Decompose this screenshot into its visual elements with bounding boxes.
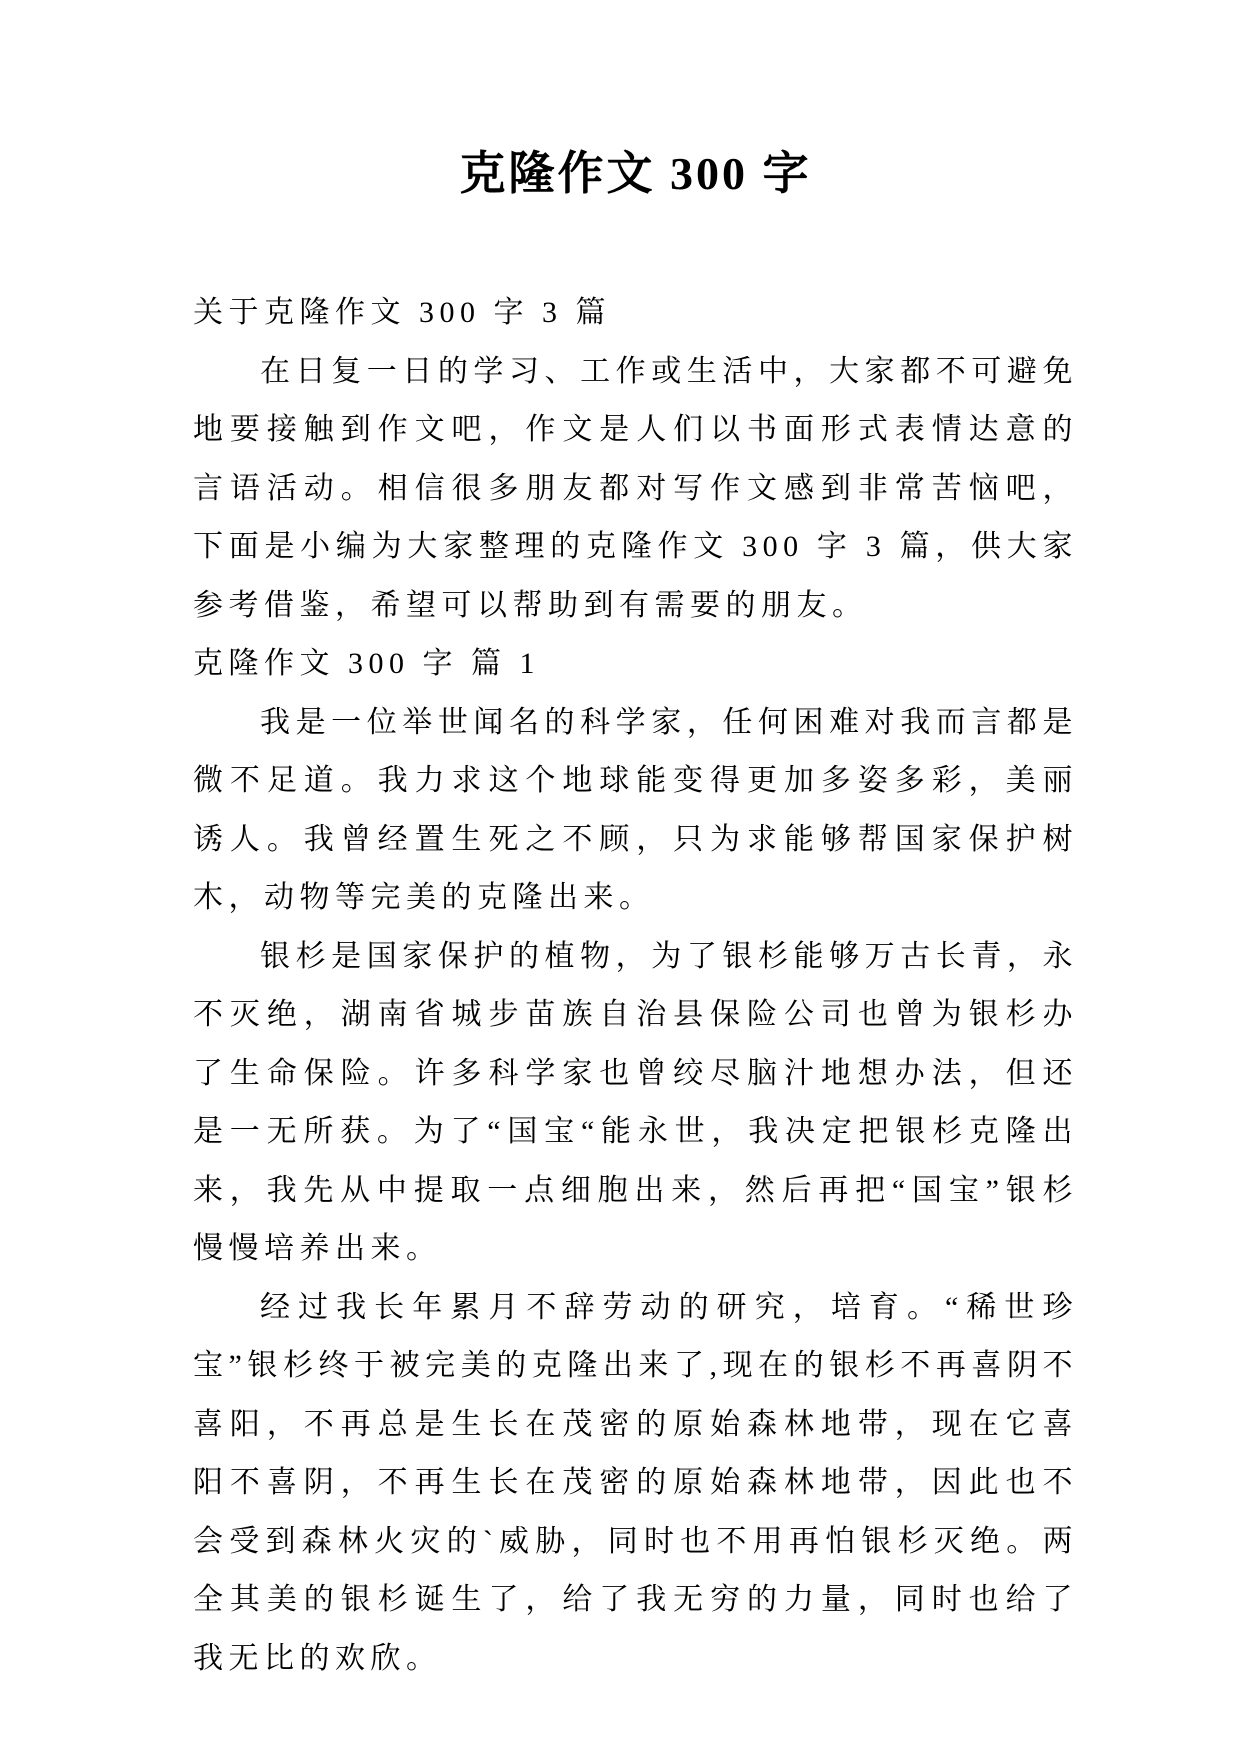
paragraph-essay-2: 银杉是国家保护的植物，为了银杉能够万古长青，永不灭绝，湖南省城步苗族自治县保险公司也曾为银杉办了生命保险。许多科学家也曾绞尽脑汁地想办法，但还是一无所获。为了“国宝“能永世，我决定把银杉克隆出来，我先从中提取一点细胞出来，然后再把“国宝”银杉慢慢培养出来。 [193,939,1078,1265]
paragraph-essay-1: 我是一位举世闻名的科学家，任何困难对我而言都是微不足道。我力求这个地球能变得更加多姿多彩，美丽诱人。我曾经置生死之不顾，只为求能够帮国家保护树木，动物等完美的克隆出来。 [193,705,1078,914]
paragraph-lead: 关于克隆作文 300 字 3 篇 [193,296,611,329]
paragraph-intro: 在日复一日的学习、工作或生活中，大家都不可避免地要接触到作文吧，作文是人们以书面形式表情达意的言语活动。相信很多朋友都对写作文感到非常苦恼吧，下面是小编为大家整理的克隆作文 300 字 3 篇，供大家参考借鉴，希望可以帮助到有需要的朋友。 [193,354,1078,622]
paragraph-section-heading: 克隆作文 300 字 篇 1 [193,647,540,680]
document-body [193,284,1078,1688]
paragraph-essay-3: 经过我长年累月不辞劳动的研究，培育。“稀世珍宝”银杉终于被完美的克隆出来了,现在的银杉不再喜阴不喜阳，不再总是生长在茂密的原始森林地带，现在它喜阳不喜阴，不再生长在茂密的原始森林地带，因此也不会受到森林火灾的`威胁，同时也不用再怕银杉灭绝。两全其美的银杉诞生了，给了我无穷的力量，同时也给了我无比的欢欣。 [193,1290,1078,1675]
document-title: 克隆作文 300 字 [459,148,812,199]
